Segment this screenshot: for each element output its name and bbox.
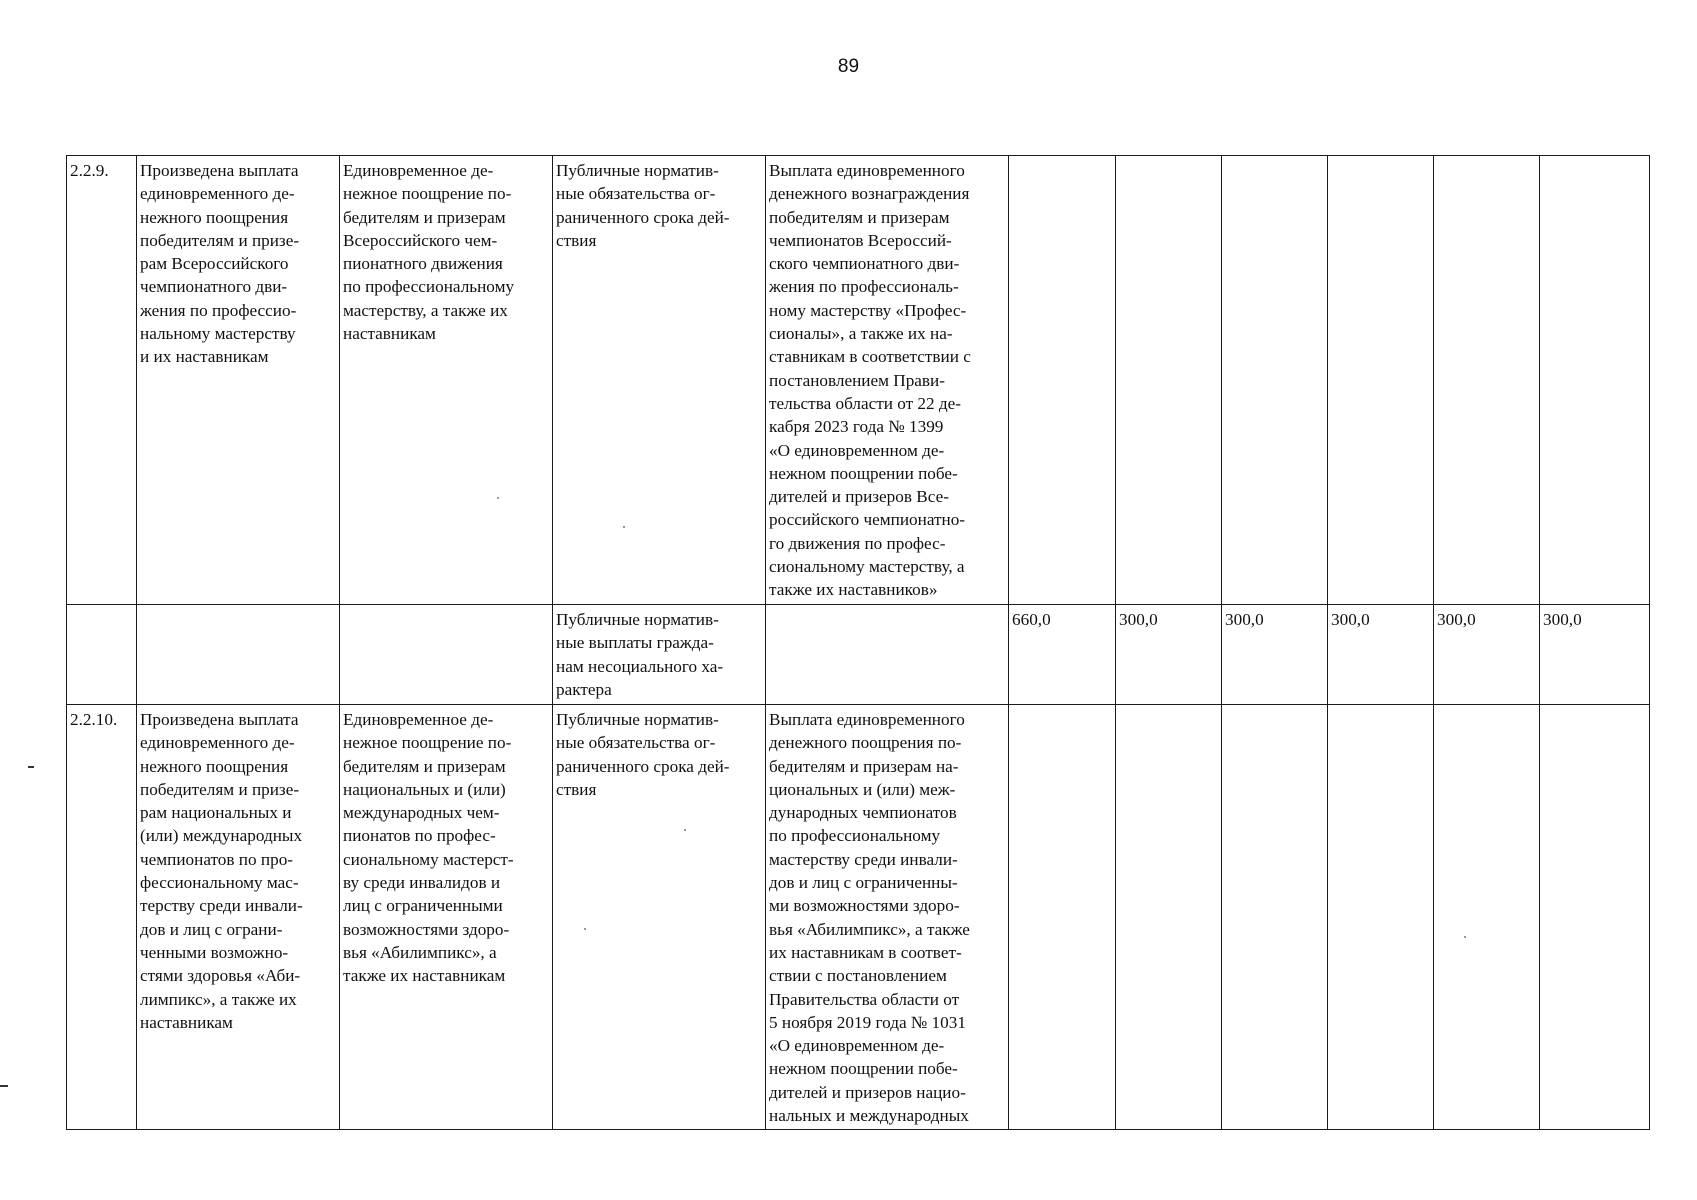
obligation-type-cell: Публичные норматив- ные выплаты гражда- нам несоциального ха- рактера <box>553 605 766 705</box>
row-number-cell: 2.2.9. <box>67 156 137 605</box>
scan-speck <box>497 497 499 499</box>
scan-mark <box>28 766 34 768</box>
value-cell <box>1116 705 1222 1130</box>
description-cell: Выплата единовременного денежного вознаграждения победителям и призерам чемпионатов Всероссий- ского чемпионатного дви- жения по профессиональ- ному мастерству «Профес- сионалы», а также их на- ставникам в соответствии с постановлением Прави- тельства области от 22 де- кабря 2023 года № 1399 «О единовременном де- нежном поощрении побе- дителей и призеров Все- российского чемпионатно- го движения по профес- сиональному мастерству, а также их наставников» <box>766 156 1009 605</box>
value-cell: 300,0 <box>1116 605 1222 705</box>
page-number: 89 <box>837 56 860 77</box>
value-cell <box>1328 705 1434 1130</box>
row-number-cell <box>67 605 137 705</box>
result-cell: Произведена выплата единовременного де- нежного поощрения победителям и призе- рам Всероссийского чемпионатного дви- жения по профессио- нальному мастерству и их наставникам <box>137 156 340 605</box>
scan-speck <box>1464 936 1466 938</box>
measure-cell <box>340 605 553 705</box>
table-row <box>67 156 1650 605</box>
description-cell <box>766 605 1009 705</box>
value-cell: 300,0 <box>1328 605 1434 705</box>
row-number-cell: 2.2.10. <box>67 705 137 1130</box>
value-cell <box>1222 705 1328 1130</box>
table-row <box>67 605 1650 705</box>
value-cell <box>1116 156 1222 605</box>
value-cell <box>1434 705 1540 1130</box>
obligation-type-cell: Публичные норматив- ные обязательства ог- раниченного срока дей- ствия <box>553 156 766 605</box>
table-row <box>67 705 1650 1130</box>
scan-speck <box>623 526 625 528</box>
value-cell: 300,0 <box>1540 605 1650 705</box>
value-cell <box>1009 156 1116 605</box>
scan-speck <box>684 829 686 831</box>
result-cell <box>137 605 340 705</box>
scan-mark <box>0 1085 8 1087</box>
value-cell <box>1222 156 1328 605</box>
value-cell <box>1009 705 1116 1130</box>
value-cell: 300,0 <box>1434 605 1540 705</box>
value-cell <box>1540 705 1650 1130</box>
result-cell: Произведена выплата единовременного де- нежного поощрения победителям и призе- рам национальных и (или) международных чемпионатов по про- фессиональному мас- терству среди инвали- дов и лиц с ограни- ченными возможно- стями здоровья «Аби- лимпикс», а также их наставникам <box>137 705 340 1130</box>
measure-cell: Единовременное де- нежное поощрение по- бедителям и призерам Всероссийского чем- пионатного движения по профессиональному мастерству, а также их наставникам <box>340 156 553 605</box>
value-cell <box>1540 156 1650 605</box>
obligation-type-cell: Публичные норматив- ные обязательства ог- раниченного срока дей- ствия <box>553 705 766 1130</box>
value-cell <box>1434 156 1540 605</box>
value-cell <box>1328 156 1434 605</box>
value-cell: 660,0 <box>1009 605 1116 705</box>
measure-cell: Единовременное де- нежное поощрение по- бедителям и призерам национальных и (или) международных чем- пионатов по профес- сиональному мастерст- ву среди инвалидов и лиц с ограниченными возможностями здоро- вья «Абилимпикс», а также их наставникам <box>340 705 553 1130</box>
value-cell: 300,0 <box>1222 605 1328 705</box>
scan-speck <box>584 928 586 930</box>
budget-table <box>66 155 1650 1130</box>
description-cell: Выплата единовременного денежного поощрения по- бедителям и призерам на- циональных и (или) меж- дународных чемпионатов по профессиональному мастерству среди инвали- дов и лиц с ограниченны- ми возможностями здоро- вья «Абилимпикс», а также их наставникам в соответ- ствии с постановлением Правительства области от 5 ноября 2019 года № 1031 «О единовременном де- нежном поощрении побе- дителей и призеров нацио- нальных и международных <box>766 705 1009 1130</box>
